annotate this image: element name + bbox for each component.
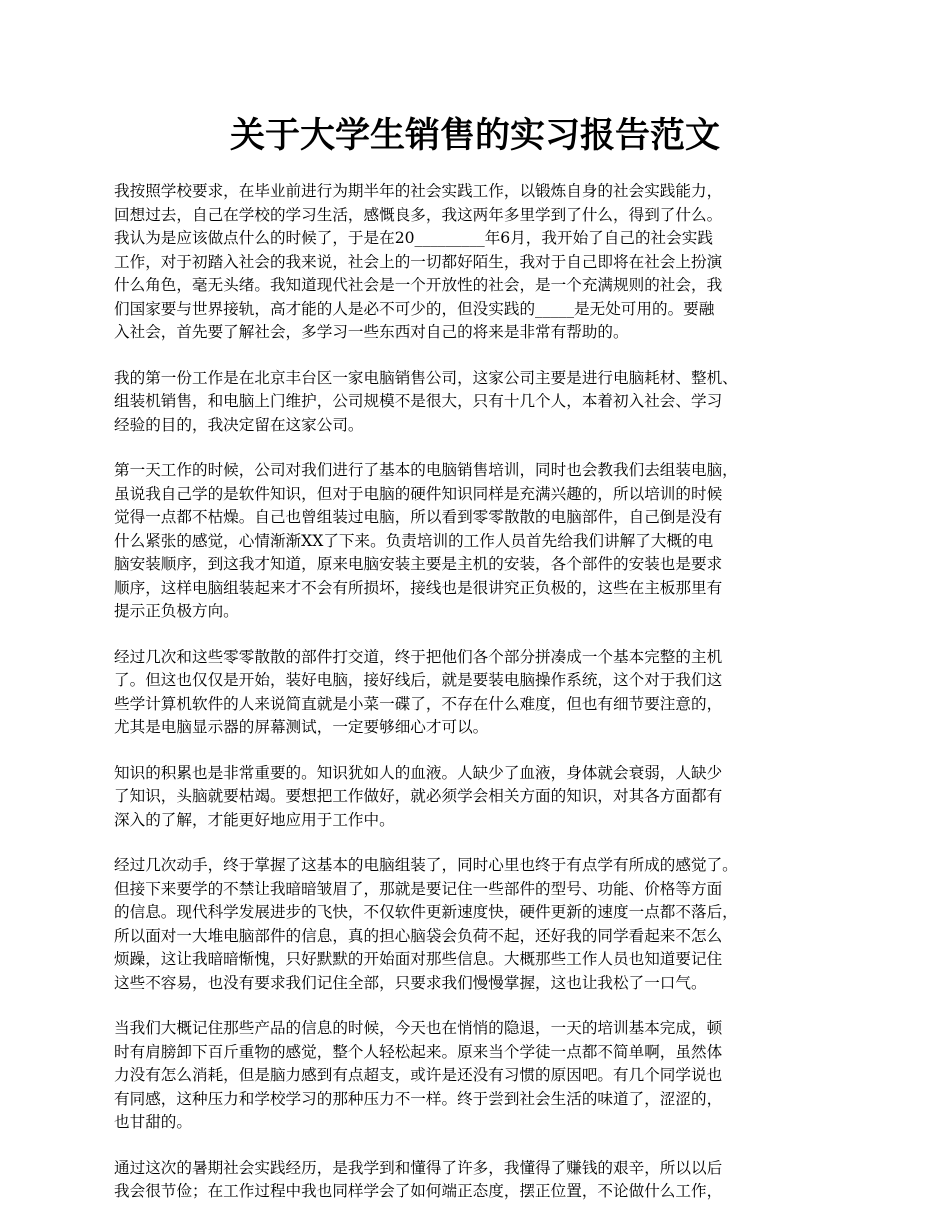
paragraph-line: 我认为是应该做点什么的时候了，于是在20_________年6月，我开始了自己的社会实践 [114, 229, 713, 247]
paragraph-line: 烦躁，这让我暗暗惭愧，只好默默的开始面对那些信息。大概那些工作人员也知道要记住 [114, 950, 723, 968]
paragraph-line: 我按照学校要求，在毕业前进行为期半年的社会实践工作，以锻炼自身的社会实践能力， [114, 182, 723, 200]
paragraph-line: 们国家要与世界接轨，高才能的人是必不可少的，但没实践的_____是无处可用的。要融 [114, 299, 715, 318]
paragraph-line: 通过这次的暑期社会实践经历，是我学到和懂得了许多，我懂得了赚钱的艰辛，所以以后 [114, 1158, 723, 1177]
paragraph-line: 深入的了解，才能更好地应用于工作中。 [114, 810, 395, 829]
paragraph-line: 当我们大概记住那些产品的信息的时候，今天也在悄悄的隐退，一天的培训基本完成，顿 [114, 1019, 723, 1037]
paragraph-line: 这些不容易，也没有要求我们记住全部，只要求我们慢慢掌握，这也让我松了一口气。 [114, 973, 707, 992]
paragraph-line: 提示正负极方向。 [114, 602, 239, 620]
paragraph-line: 什么紧张的感觉，心情渐渐XX了下来。负责培训的工作人员首先给我们讲解了大概的电 [114, 531, 714, 550]
paragraph-line: 有同感，这种压力和学校学习的那种压力不一样。终于尝到社会生活的味道了，涩涩的， [114, 1089, 723, 1108]
paragraph-line: 的信息。现代科学发展进步的飞快，不仅软件更新速度快，硬件更新的速度一点都不落后， [114, 903, 738, 921]
paragraph [114, 762, 856, 833]
paragraph-line: 觉得一点都不枯燥。自己也曾组装过电脑，所以看到零零散散的电脑部件，自己倒是没有 [114, 508, 723, 526]
paragraph [114, 854, 856, 995]
paragraph-line: 我的第一份工作是在北京丰台区一家电脑销售公司，这家公司主要是进行电脑耗材、整机、 [114, 368, 738, 387]
paragraph-line: 回想过去，自己在学校的学习生活，感慨良多，我这两年多里学到了什么，得到了什么。 [114, 205, 723, 224]
paragraph [114, 1017, 856, 1135]
paragraph-line: 时有肩膀卸下百斤重物的感觉，整个人轻松起来。原来当个学徒一点都不简单啊，虽然体 [114, 1042, 723, 1061]
paragraph-line: 了。但这也仅仅是开始，装好电脑，接好线后，就是要装电脑操作系统，这个对于我们这 [114, 671, 723, 689]
paragraph-line: 第一天工作的时候，公司对我们进行了基本的电脑销售培训，同时也会教我们去组装电脑， [114, 461, 738, 479]
paragraph-line: 入社会，首先要了解社会，多学习一些东西对自己的将来是非常有帮助的。 [114, 323, 629, 341]
document-body [114, 180, 856, 1226]
paragraph-line: 尤其是电脑显示器的屏幕测试，一定要够细心才可以。 [114, 718, 489, 736]
paragraph-line: 知识的积累也是非常重要的。知识犹如人的血液。人缺少了血液，身体就会衰弱，人缺少 [114, 763, 723, 782]
paragraph [114, 646, 856, 740]
paragraph-line: 了知识，头脑就要枯竭。要想把工作做好，就必须学会相关方面的知识，对其各方面都有 [114, 787, 723, 805]
paragraph-line: 顺序，这样电脑组装起来才不会有所损坏，接线也是很讲究正负极的，这些在主板那里有 [114, 578, 723, 597]
document-title: 关于大学生销售的实习报告范文 [229, 115, 720, 156]
paragraph [114, 1157, 856, 1204]
paragraph-line: 什么角色，毫无头绪。我知道现代社会是一个开放性的社会，是一个充满规则的社会，我 [114, 276, 723, 294]
paragraph-line: 组装机销售，和电脑上门维护，公司规模不是很大，只有十几个人，本着初入社会、学习 [114, 392, 723, 410]
paragraph-line: 经过几次和这些零零散散的部件打交道，终于把他们各个部分拼凑成一个基本完整的主机 [114, 647, 723, 666]
paragraph-line: 虽说我自己学的是软件知识，但对于电脑的硬件知识同样是充满兴趣的，所以培训的时候 [114, 484, 723, 503]
paragraph-line: 力没有怎么消耗，但是脑力感到有点超支，或许是还没有习惯的原因吧。有几个同学说也 [114, 1066, 723, 1084]
paragraph-line: 所以面对一大堆电脑部件的信息，真的担心脑袋会负荷不起，还好我的同学看起来不怎么 [114, 926, 723, 945]
paragraph-line: 经验的目的，我决定留在这家公司。 [114, 415, 364, 434]
paragraph-line: 工作，对于初踏入社会的我来说，社会上的一切都好陌生，我对于自己即将在社会上扮演 [114, 252, 723, 271]
paragraph-line: 但接下来要学的不禁让我暗暗皱眉了，那就是要记住一些部件的型号、功能、价格等方面 [114, 879, 723, 898]
paragraph [114, 367, 856, 438]
paragraph [114, 180, 856, 345]
paragraph-line: 我会很节俭；在工作过程中我也同样学会了如何端正态度，摆正位置，不论做什么工作， [114, 1182, 723, 1200]
paragraph-line: 也甘甜的。 [114, 1113, 192, 1131]
paragraph-line: 脑安装顺序，到这我才知道，原来电脑安装主要是主机的安装，各个部件的安装也是要求 [114, 555, 723, 573]
paragraph-line: 经过几次动手，终于掌握了这基本的电脑组装了，同时心里也终于有点学有所成的感觉了。 [114, 856, 738, 874]
paragraph [114, 459, 856, 624]
paragraph-line: 些学计算机软件的人来说简直就是小菜一碟了，不存在什么难度，但也有细节要注意的， [114, 694, 723, 713]
